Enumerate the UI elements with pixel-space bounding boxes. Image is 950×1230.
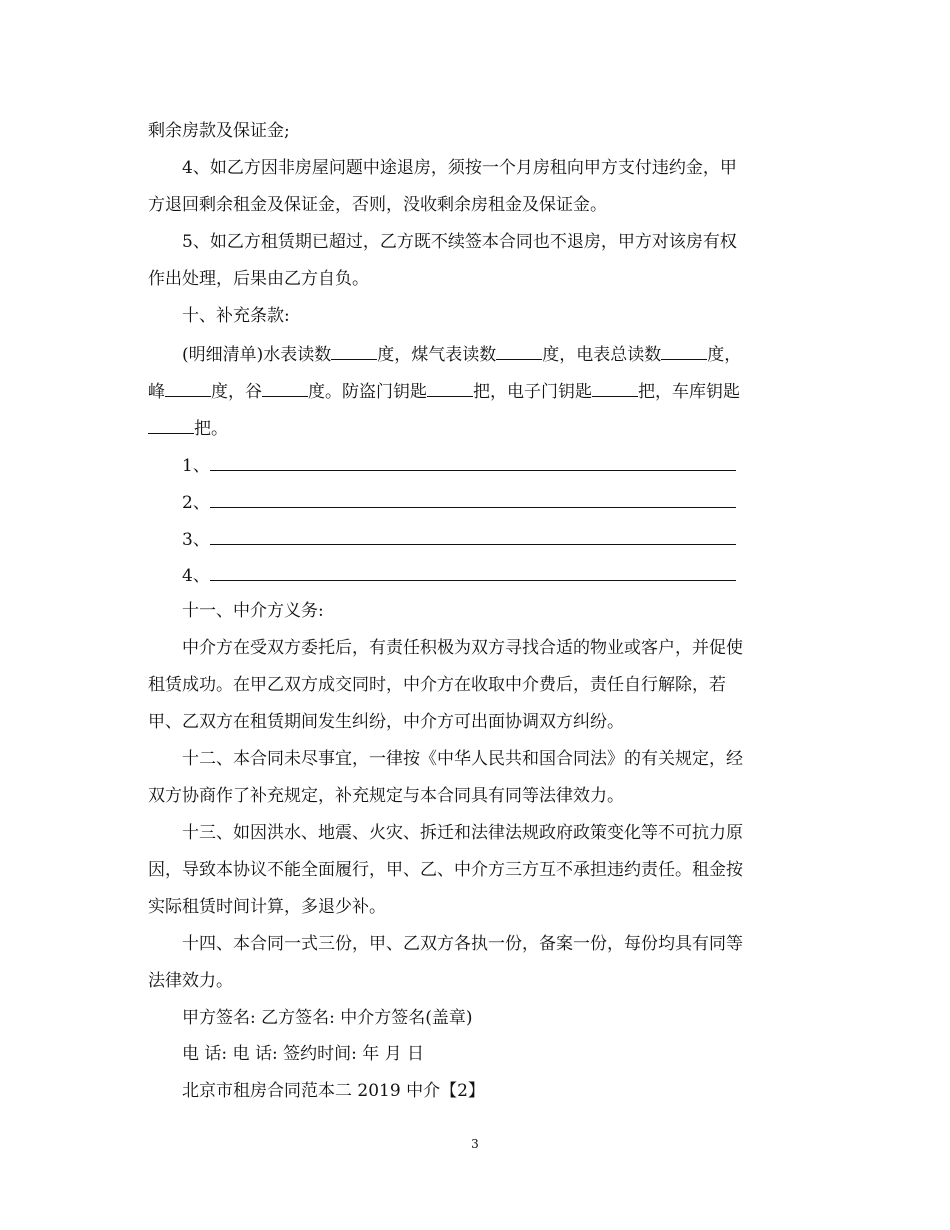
supplement-item-2: [182, 490, 950, 514]
fill-blank: [331, 342, 377, 360]
fill-blank: [165, 379, 211, 397]
fill-blank: [148, 416, 194, 434]
paragraph-line: 作出处理，后果由乙方自负。: [148, 269, 369, 289]
section-fourteen-line: 十四、本合同一式三份，甲、乙双方各执一份，备案一份，每份均具有同等: [182, 934, 743, 954]
supplement-item-3: [182, 527, 950, 551]
paragraph-line: 法律效力。: [148, 971, 233, 991]
keys-line: [148, 379, 950, 403]
clause-5-line: 5、如乙方租赁期已超过，乙方既不续签本合同也不退房，甲方对该房有权: [182, 232, 737, 252]
phone-date-line: 电 话: 电 话: 签约时间: 年 月 日: [182, 1044, 425, 1064]
item-number: 1、: [182, 456, 210, 476]
paragraph-line: 因，导致本协议不能全面履行，甲、乙、中介方三方互不承担违约责任。租金按: [148, 860, 743, 880]
next-section-title: 北京市租房合同范本二 2019 中介【2】: [182, 1081, 485, 1101]
paragraph-line: 剩余房款及保证金;: [148, 121, 290, 141]
supplement-item-1: [182, 453, 950, 477]
paragraph-line: 方退回剩余租金及保证金，否则，没收剩余房租金及保证金。: [148, 195, 607, 215]
item-number: 2、: [182, 493, 210, 513]
clause-4-line: 4、如乙方因非房屋问题中途退房，须按一个月房租向甲方支付违约金，甲: [182, 158, 737, 178]
fill-blank: [496, 342, 542, 360]
meter-label-end: 度，: [707, 345, 742, 365]
meter-label-gas: 度，煤气表读数: [377, 345, 497, 365]
fill-line: [210, 453, 736, 471]
page-number: 3: [471, 1137, 479, 1151]
meter-label-water: (明细清单)水表读数: [182, 345, 332, 365]
label-door-keys: 度。防盗门钥匙: [308, 382, 427, 402]
label-peak: 峰: [148, 382, 165, 402]
section-twelve-line: 十二、本合同未尽事宜，一律按《中华人民共和国合同法》的有关规定，经: [182, 749, 743, 769]
label-electronic-keys: 把，电子门钥匙: [473, 382, 592, 402]
item-number: 3、: [182, 530, 210, 550]
fill-blank: [262, 379, 308, 397]
label-unit: 把。: [194, 419, 228, 439]
label-valley: 度，谷: [211, 382, 262, 402]
paragraph-line: 租赁成功。在甲乙双方成交同时，中介方在收取中介费后，责任自行解除，若: [148, 675, 726, 695]
fill-blank: [592, 379, 638, 397]
label-garage-keys: 把，车库钥匙: [638, 382, 740, 402]
paragraph-line: 中介方在受双方委托后，有责任积极为双方寻找合适的物业或客户，并促使: [182, 638, 743, 658]
fill-line: [210, 490, 736, 508]
keys-line-end: [148, 416, 950, 440]
fill-line: [210, 563, 736, 581]
fill-blank: [661, 342, 707, 360]
section-thirteen-line: 十三、如因洪水、地震、火灾、拆迁和法律法规政府政策变化等不可抗力原: [182, 823, 743, 843]
paragraph-line: 实际租赁时间计算，多退少补。: [148, 897, 386, 917]
paragraph-line: 双方协商作了补充规定，补充规定与本合同具有同等法律效力。: [148, 786, 624, 806]
section-heading-supplementary: 十、补充条款:: [182, 306, 290, 326]
section-heading-agent-duties: 十一、中介方义务:: [182, 601, 324, 621]
fill-line: [210, 527, 736, 545]
paragraph-line: 甲、乙双方在租赁期间发生纠纷，中介方可出面协调双方纠纷。: [148, 712, 624, 732]
item-number: 4、: [182, 566, 210, 586]
signature-line: 甲方签名: 乙方签名: 中介方签名(盖章): [182, 1008, 473, 1028]
supplement-item-4: [182, 563, 950, 587]
meter-label-electric: 度，电表总读数: [542, 345, 662, 365]
meter-readings-line: [182, 342, 950, 366]
fill-blank: [427, 379, 473, 397]
